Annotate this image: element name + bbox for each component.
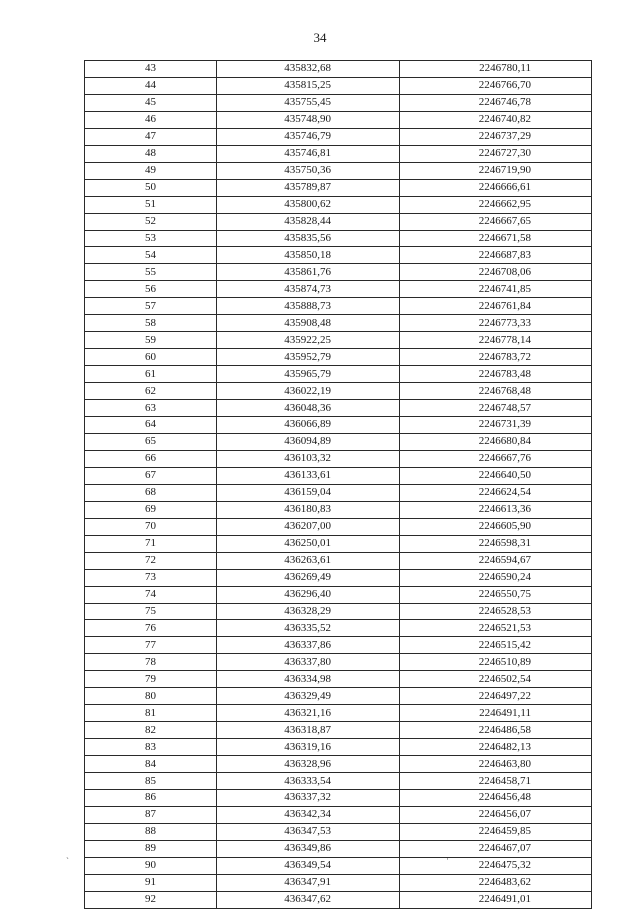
y-coordinate-cell: 2246605,90	[400, 518, 592, 535]
point-number-cell: 79	[85, 671, 217, 688]
point-number-cell: 69	[85, 501, 217, 518]
point-number-cell: 50	[85, 179, 217, 196]
x-coordinate-cell: 435874,73	[217, 281, 400, 298]
point-number-cell: 90	[85, 857, 217, 874]
x-coordinate-cell: 436347,53	[217, 823, 400, 840]
point-number-cell: 52	[85, 213, 217, 230]
x-coordinate-cell: 436328,96	[217, 756, 400, 773]
table-row	[85, 450, 592, 467]
x-coordinate-cell: 436333,54	[217, 773, 400, 790]
point-number-cell: 46	[85, 111, 217, 128]
x-coordinate-cell: 436048,36	[217, 400, 400, 417]
y-coordinate-cell: 2246666,61	[400, 179, 592, 196]
x-coordinate-cell: 436337,80	[217, 654, 400, 671]
y-coordinate-cell: 2246624,54	[400, 484, 592, 501]
x-coordinate-cell: 436335,52	[217, 620, 400, 637]
y-coordinate-cell: 2246741,85	[400, 281, 592, 298]
x-coordinate-cell: 436103,32	[217, 450, 400, 467]
x-coordinate-cell: 436319,16	[217, 739, 400, 756]
y-coordinate-cell: 2246486,58	[400, 722, 592, 739]
table-row	[85, 281, 592, 298]
table-row	[85, 501, 592, 518]
table-row	[85, 315, 592, 332]
y-coordinate-cell: 2246482,13	[400, 739, 592, 756]
point-number-cell: 87	[85, 806, 217, 823]
table-row	[85, 77, 592, 94]
x-coordinate-cell: 436207,00	[217, 518, 400, 535]
table-row	[85, 688, 592, 705]
point-number-cell: 74	[85, 586, 217, 603]
y-coordinate-cell: 2246680,84	[400, 433, 592, 450]
x-coordinate-cell: 436349,86	[217, 840, 400, 857]
table-row	[85, 230, 592, 247]
point-number-cell: 83	[85, 739, 217, 756]
x-coordinate-cell: 435789,87	[217, 179, 400, 196]
x-coordinate-cell: 435888,73	[217, 298, 400, 315]
y-coordinate-cell: 2246778,14	[400, 332, 592, 349]
point-number-cell: 86	[85, 789, 217, 806]
y-coordinate-cell: 2246740,82	[400, 111, 592, 128]
x-coordinate-cell: 436296,40	[217, 586, 400, 603]
point-number-cell: 55	[85, 264, 217, 281]
point-number-cell: 80	[85, 688, 217, 705]
table-row	[85, 484, 592, 501]
point-number-cell: 59	[85, 332, 217, 349]
point-number-cell: 82	[85, 722, 217, 739]
y-coordinate-cell: 2246662,95	[400, 196, 592, 213]
table-row	[85, 94, 592, 111]
point-number-cell: 63	[85, 400, 217, 417]
y-coordinate-cell: 2246773,33	[400, 315, 592, 332]
point-number-cell: 71	[85, 535, 217, 552]
y-coordinate-cell: 2246463,80	[400, 756, 592, 773]
point-number-cell: 57	[85, 298, 217, 315]
table-row	[85, 61, 592, 78]
point-number-cell: 91	[85, 874, 217, 891]
point-number-cell: 54	[85, 247, 217, 264]
point-number-cell: 47	[85, 128, 217, 145]
point-number-cell: 73	[85, 569, 217, 586]
table-row	[85, 891, 592, 908]
y-coordinate-cell: 2246719,90	[400, 162, 592, 179]
y-coordinate-cell: 2246594,67	[400, 552, 592, 569]
x-coordinate-cell: 436318,87	[217, 722, 400, 739]
x-coordinate-cell: 435750,36	[217, 162, 400, 179]
table-row	[85, 179, 592, 196]
y-coordinate-cell: 2246497,22	[400, 688, 592, 705]
x-coordinate-cell: 435748,90	[217, 111, 400, 128]
table-row	[85, 789, 592, 806]
point-number-cell: 44	[85, 77, 217, 94]
table-row	[85, 417, 592, 434]
table-row	[85, 722, 592, 739]
point-number-cell: 49	[85, 162, 217, 179]
y-coordinate-cell: 2246748,57	[400, 400, 592, 417]
point-number-cell: 64	[85, 417, 217, 434]
x-coordinate-cell: 436349,54	[217, 857, 400, 874]
point-number-cell: 66	[85, 450, 217, 467]
x-coordinate-cell: 436094,89	[217, 433, 400, 450]
x-coordinate-cell: 435828,44	[217, 213, 400, 230]
table-row	[85, 569, 592, 586]
point-number-cell: 92	[85, 891, 217, 908]
x-coordinate-cell: 435835,56	[217, 230, 400, 247]
x-coordinate-cell: 435952,79	[217, 349, 400, 366]
table-row	[85, 162, 592, 179]
x-coordinate-cell: 435908,48	[217, 315, 400, 332]
x-coordinate-cell: 435746,81	[217, 145, 400, 162]
table-row	[85, 671, 592, 688]
y-coordinate-cell: 2246768,48	[400, 383, 592, 400]
table-row	[85, 857, 592, 874]
y-coordinate-cell: 2246528,53	[400, 603, 592, 620]
table-row	[85, 366, 592, 383]
table-row	[85, 739, 592, 756]
y-coordinate-cell: 2246667,65	[400, 213, 592, 230]
y-coordinate-cell: 2246491,01	[400, 891, 592, 908]
table-row	[85, 756, 592, 773]
point-number-cell: 56	[85, 281, 217, 298]
y-coordinate-cell: 2246727,30	[400, 145, 592, 162]
y-coordinate-cell: 2246687,83	[400, 247, 592, 264]
y-coordinate-cell: 2246456,07	[400, 806, 592, 823]
x-coordinate-cell: 436250,01	[217, 535, 400, 552]
point-number-cell: 68	[85, 484, 217, 501]
table-row	[85, 840, 592, 857]
point-number-cell: 84	[85, 756, 217, 773]
table-row	[85, 637, 592, 654]
table-row	[85, 603, 592, 620]
y-coordinate-cell: 2246521,53	[400, 620, 592, 637]
y-coordinate-cell: 2246667,76	[400, 450, 592, 467]
y-coordinate-cell: 2246783,48	[400, 366, 592, 383]
table-row	[85, 400, 592, 417]
point-number-cell: 45	[85, 94, 217, 111]
point-number-cell: 65	[85, 433, 217, 450]
y-coordinate-cell: 2246510,89	[400, 654, 592, 671]
y-coordinate-cell: 2246590,24	[400, 569, 592, 586]
x-coordinate-cell: 435965,79	[217, 366, 400, 383]
x-coordinate-cell: 435850,18	[217, 247, 400, 264]
y-coordinate-cell: 2246613,36	[400, 501, 592, 518]
x-coordinate-cell: 435800,62	[217, 196, 400, 213]
y-coordinate-cell: 2246640,50	[400, 467, 592, 484]
x-coordinate-cell: 436022,19	[217, 383, 400, 400]
x-coordinate-cell: 436334,98	[217, 671, 400, 688]
table-row	[85, 264, 592, 281]
x-coordinate-cell: 436347,62	[217, 891, 400, 908]
table-row	[85, 874, 592, 891]
x-coordinate-cell: 436066,89	[217, 417, 400, 434]
y-coordinate-cell: 2246458,71	[400, 773, 592, 790]
x-coordinate-cell: 436269,49	[217, 569, 400, 586]
table-row	[85, 247, 592, 264]
y-coordinate-cell: 2246761,84	[400, 298, 592, 315]
x-coordinate-cell: 435832,68	[217, 61, 400, 78]
point-number-cell: 89	[85, 840, 217, 857]
point-number-cell: 88	[85, 823, 217, 840]
point-number-cell: 61	[85, 366, 217, 383]
table-row	[85, 196, 592, 213]
table-row	[85, 433, 592, 450]
x-coordinate-cell: 436133,61	[217, 467, 400, 484]
table-row	[85, 552, 592, 569]
table-row	[85, 586, 592, 603]
y-coordinate-cell: 2246467,07	[400, 840, 592, 857]
table-row	[85, 823, 592, 840]
table-row	[85, 128, 592, 145]
point-number-cell: 53	[85, 230, 217, 247]
x-coordinate-cell: 436342,34	[217, 806, 400, 823]
table-row	[85, 145, 592, 162]
table-row	[85, 349, 592, 366]
y-coordinate-cell: 2246737,29	[400, 128, 592, 145]
point-number-cell: 43	[85, 61, 217, 78]
y-coordinate-cell: 2246671,58	[400, 230, 592, 247]
point-number-cell: 60	[85, 349, 217, 366]
y-coordinate-cell: 2246783,72	[400, 349, 592, 366]
point-number-cell: 72	[85, 552, 217, 569]
x-coordinate-cell: 436321,16	[217, 705, 400, 722]
y-coordinate-cell: 2246708,06	[400, 264, 592, 281]
x-coordinate-cell: 436263,61	[217, 552, 400, 569]
table-row	[85, 705, 592, 722]
x-coordinate-cell: 436328,29	[217, 603, 400, 620]
y-coordinate-cell: 2246515,42	[400, 637, 592, 654]
point-number-cell: 77	[85, 637, 217, 654]
x-coordinate-cell: 436337,86	[217, 637, 400, 654]
table-row	[85, 806, 592, 823]
y-coordinate-cell: 2246598,31	[400, 535, 592, 552]
table-row	[85, 467, 592, 484]
point-number-cell: 81	[85, 705, 217, 722]
x-coordinate-cell: 436337,32	[217, 789, 400, 806]
y-coordinate-cell: 2246766,70	[400, 77, 592, 94]
table-row	[85, 213, 592, 230]
y-coordinate-cell: 2246459,85	[400, 823, 592, 840]
table-row	[85, 773, 592, 790]
table-row	[85, 298, 592, 315]
point-number-cell: 51	[85, 196, 217, 213]
y-coordinate-cell: 2246491,11	[400, 705, 592, 722]
y-coordinate-cell: 2246475,32	[400, 857, 592, 874]
x-coordinate-cell: 435755,45	[217, 94, 400, 111]
table-row	[85, 620, 592, 637]
point-number-cell: 48	[85, 145, 217, 162]
table-row	[85, 111, 592, 128]
point-number-cell: 70	[85, 518, 217, 535]
point-number-cell: 85	[85, 773, 217, 790]
point-number-cell: 67	[85, 467, 217, 484]
page-number: 34	[313, 30, 327, 45]
point-number-cell: 62	[85, 383, 217, 400]
x-coordinate-cell: 435861,76	[217, 264, 400, 281]
coordinates-table	[84, 60, 592, 909]
y-coordinate-cell: 2246483,62	[400, 874, 592, 891]
table-row	[85, 518, 592, 535]
table-row	[85, 383, 592, 400]
x-coordinate-cell: 435746,79	[217, 128, 400, 145]
y-coordinate-cell: 2246746,78	[400, 94, 592, 111]
coordinates-table-body	[85, 61, 592, 909]
y-coordinate-cell: 2246502,54	[400, 671, 592, 688]
scan-speck: `	[66, 856, 69, 866]
x-coordinate-cell: 436180,83	[217, 501, 400, 518]
x-coordinate-cell: 436329,49	[217, 688, 400, 705]
table-row	[85, 332, 592, 349]
x-coordinate-cell: 435815,25	[217, 77, 400, 94]
point-number-cell: 75	[85, 603, 217, 620]
scan-speck: ·	[446, 854, 449, 864]
point-number-cell: 76	[85, 620, 217, 637]
point-number-cell: 58	[85, 315, 217, 332]
x-coordinate-cell: 436347,91	[217, 874, 400, 891]
y-coordinate-cell: 2246550,75	[400, 586, 592, 603]
y-coordinate-cell: 2246780,11	[400, 61, 592, 78]
table-row	[85, 654, 592, 671]
table-row	[85, 535, 592, 552]
y-coordinate-cell: 2246456,48	[400, 789, 592, 806]
y-coordinate-cell: 2246731,39	[400, 417, 592, 434]
x-coordinate-cell: 436159,04	[217, 484, 400, 501]
point-number-cell: 78	[85, 654, 217, 671]
x-coordinate-cell: 435922,25	[217, 332, 400, 349]
